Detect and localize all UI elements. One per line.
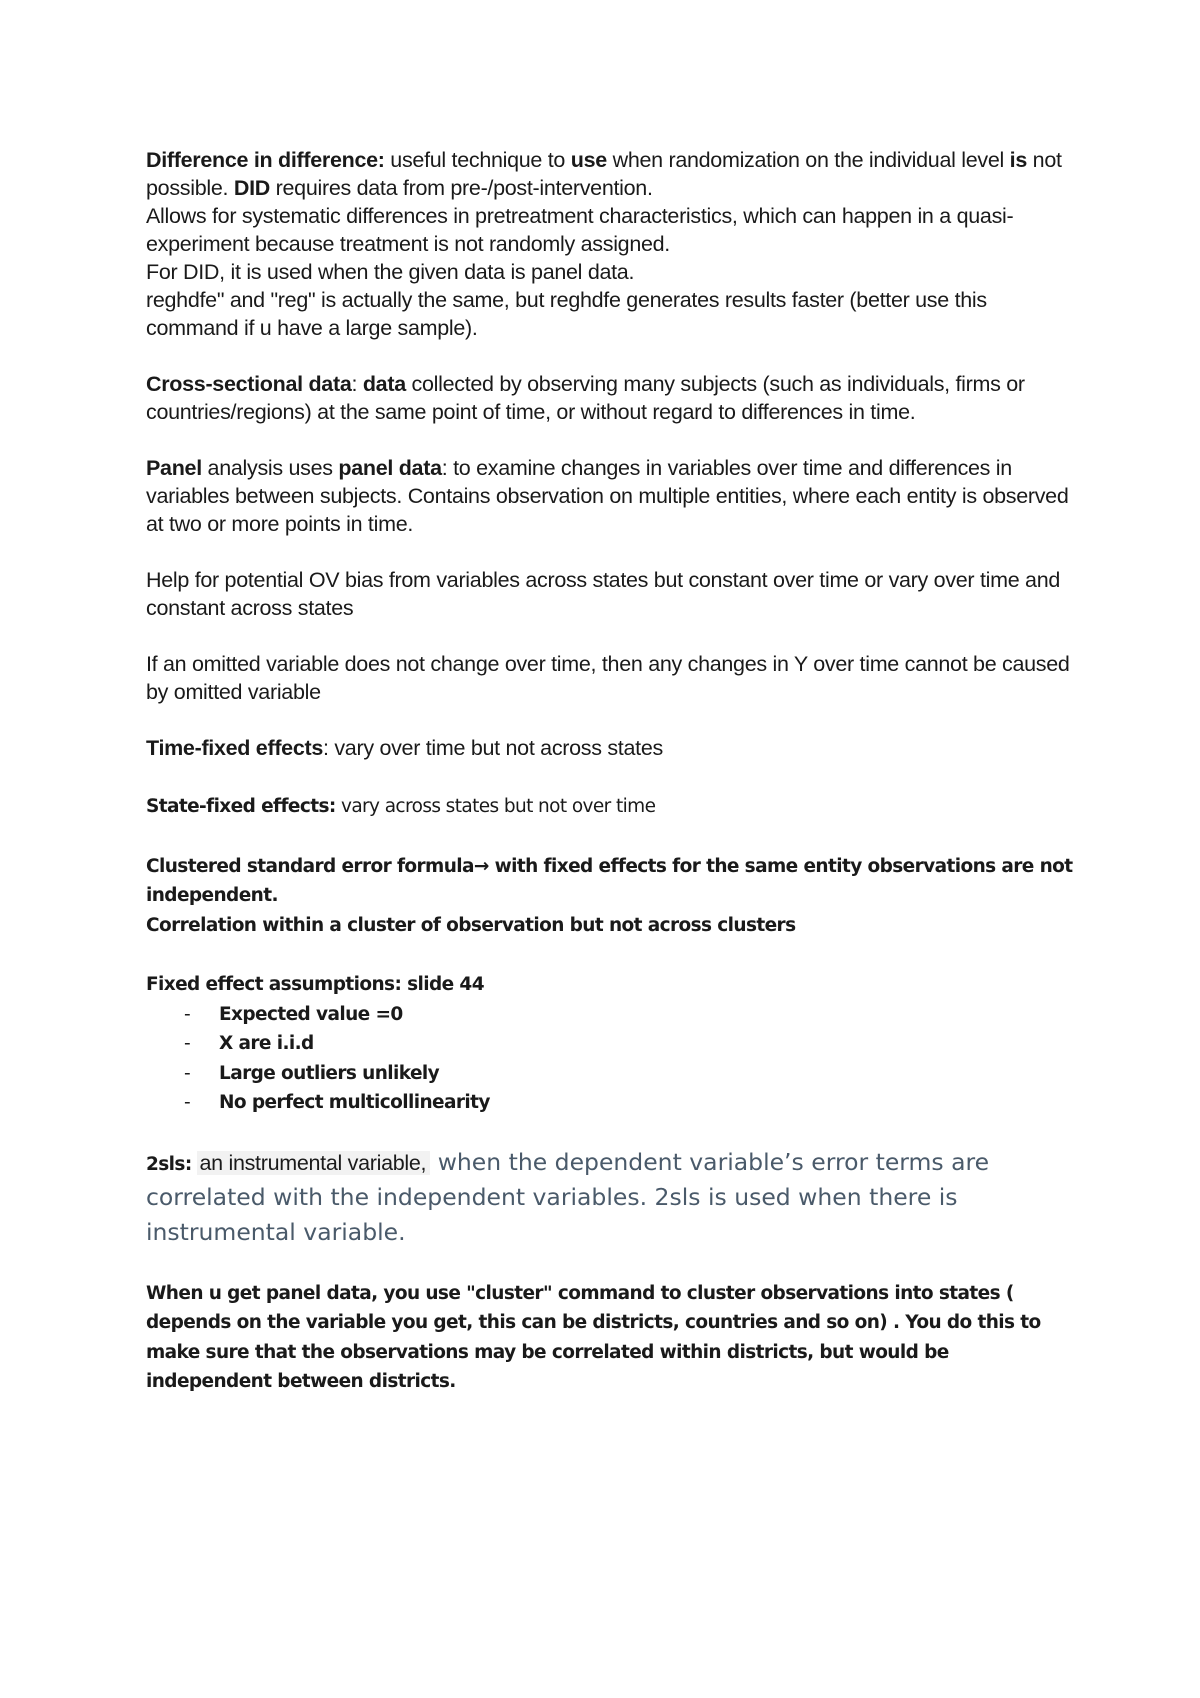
panel-term: Panel <box>146 456 202 480</box>
list-item: - X are i.i.d <box>184 1033 314 1054</box>
state-fixed-term: State-fixed effects: <box>146 796 336 817</box>
right-arrow-icon: → <box>473 855 489 877</box>
clustered-se-paragraph: Clustered standard error formula→ with fixed effects for the same entity observations are not independent. <box>146 855 1073 906</box>
cluster-correlation-note: Correlation within a cluster of observation but not across clusters <box>146 914 796 936</box>
did-definition: Difference in difference: useful technique to use when randomization on the individual level is not possible. DID requires data from pre-/post-intervention. <box>146 148 1062 200</box>
assumptions-heading: Fixed effect assumptions: slide 44 <box>146 974 484 995</box>
did-reghdfe-note: reghdfe" and "reg" is actually the same, but reghdfe generates results faster (better use this command if u have a large sample). <box>146 288 987 340</box>
did-term: Difference in difference: <box>146 148 385 172</box>
document-body <box>146 146 1076 1397</box>
twosls-paragraph: 2sls: an instrumental variable, when the dependent variable’s error terms are correlated with the independent variables. 2sls is used when there is instrumental variable. <box>146 1147 990 1246</box>
time-fixed-effects: Time-fixed effects: vary over time but not across states <box>146 736 663 760</box>
assumptions-list <box>146 1000 1076 1118</box>
did-panel-note: For DID, it is used when the given data is panel data. <box>146 260 635 284</box>
list-item: - Large outliers unlikely <box>184 1062 440 1084</box>
state-fixed-effects: State-fixed effects: vary across states but not over time <box>146 796 656 817</box>
did-systematic-differences: Allows for systematic differences in pretreatment characteristics, which can happen in a quasi-experiment because treatment is not randomly assigned. <box>146 204 1014 256</box>
time-fixed-term: Time-fixed effects <box>146 736 324 760</box>
panel-definition: Panel analysis uses panel data: to examine changes in variables over time and differences in variables between subjects. Contains observation on multiple entities, where each entity is observed at two or more points in time. <box>146 456 1069 536</box>
twosls-term: 2sls: <box>146 1153 192 1175</box>
instrumental-variable-highlight: an instrumental variable, <box>197 1151 430 1175</box>
cross-sectional-term: Cross-sectional data <box>146 372 352 396</box>
omitted-variable-paragraph: If an omitted variable does not change over time, then any changes in Y over time cannot be caused by omitted variable <box>146 652 1070 704</box>
list-item: - Expected value =0 <box>184 1003 403 1025</box>
ov-bias-paragraph: Help for potential OV bias from variables across states but constant over time or vary over time and constant across states <box>146 568 1061 620</box>
cluster-command-paragraph: When u get panel data, you use "cluster" command to cluster observations into states ( depends on the variable you get, this can be districts, countries and so on) . You do this to make sure that the observations may be correlated within districts, but would be independent between districts. <box>146 1282 1041 1392</box>
cross-sectional-definition: Cross-sectional data: data collected by observing many subjects (such as individuals, firms or countries/regions) at the same point of time, or without regard to differences in time. <box>146 372 1025 424</box>
list-item: - No perfect multicollinearity <box>184 1092 490 1113</box>
